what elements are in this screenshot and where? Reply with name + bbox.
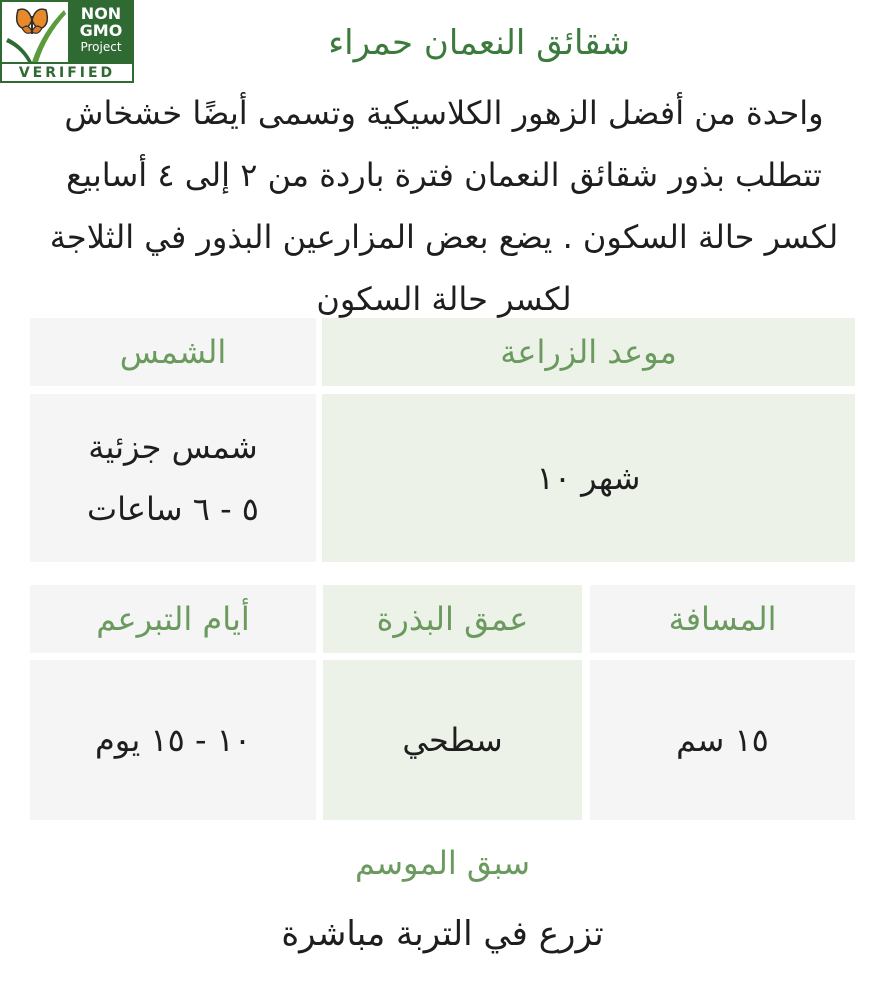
product-title: شقائق النعمان حمراء bbox=[328, 23, 630, 63]
planting-time-value: شهر ١٠ bbox=[322, 394, 855, 562]
logo-verified: VERIFIED bbox=[18, 64, 116, 81]
logo-verified-bar bbox=[2, 62, 132, 81]
logo-non: NON bbox=[80, 4, 122, 23]
seed-depth-value: سطحي bbox=[323, 660, 582, 820]
description-line: واحدة من أفضل الزهور الكلاسيكية وتسمى أيضًا خشخاش bbox=[64, 94, 824, 132]
description-line: لكسر حالة السكون bbox=[316, 280, 572, 318]
spacing-header: المسافة bbox=[590, 585, 855, 653]
description-line: تتطلب بذور شقائق النعمان فترة باردة من ٢ إلى ٤ أسابيع bbox=[66, 156, 822, 194]
season-value: تزرع في التربة مباشرة bbox=[281, 914, 604, 954]
seed-depth-header: عمق البذرة bbox=[323, 585, 582, 653]
non-gmo-verified-logo bbox=[0, 0, 134, 83]
season-header: سبق الموسم bbox=[354, 844, 531, 882]
planting-time-header: موعد الزراعة bbox=[322, 318, 855, 386]
sun-value-line2: ٥ - ٦ ساعات bbox=[87, 490, 259, 528]
description-line: لكسر حالة السكون . يضع بعض المزارعين البذور في الثلاجة bbox=[49, 218, 839, 256]
sun-value bbox=[30, 394, 316, 562]
logo-gmo: GMO bbox=[79, 21, 123, 40]
sun-value-line1: شمس جزئية bbox=[88, 428, 258, 466]
product-description bbox=[30, 82, 858, 330]
sun-header: الشمس bbox=[30, 318, 316, 386]
spacing-value: ١٥ سم bbox=[590, 660, 855, 820]
logo-text bbox=[68, 2, 134, 64]
logo-emblem bbox=[2, 2, 68, 64]
germination-days-header: أيام التبرعم bbox=[30, 585, 316, 653]
logo-project: Project bbox=[80, 40, 122, 54]
germination-days-value: ١٠ - ١٥ يوم bbox=[30, 660, 316, 820]
butterfly-icon bbox=[2, 2, 68, 64]
